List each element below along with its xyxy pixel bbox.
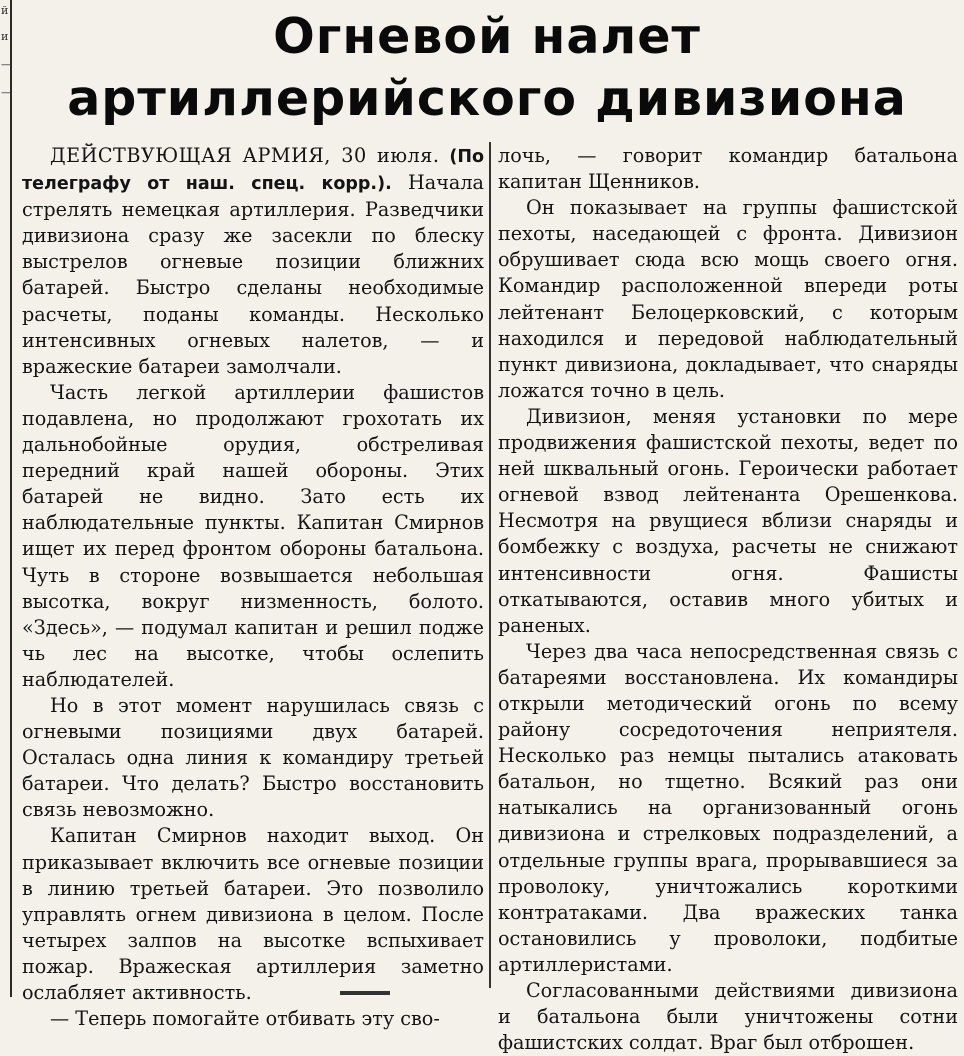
headline-line-2: артиллерийского дивизиона: [67, 70, 907, 127]
paragraph: Дивизион, меняя установки по мере продвижения фашистской пехоты, ведет по ней шквальный огонь. Героически работает огневой взвод лейтенанта Орешенкова. Несмотря на рвущиеся вблизи снаряды и бомбежку с воздуха, расчеты не снижают интенсивности огня. Фашисты откатываются, оставив много убитых и раненых.: [498, 404, 958, 637]
article-column-left: [22, 143, 484, 1031]
paragraph: лочь, — говорит командир батальона капитан Щенников.: [498, 144, 958, 194]
edge-fragment: и: [1, 30, 9, 43]
paragraph: Он показывает на группы фашистской пехоты, наседающей с фронта. Дивизион обрушивает сюда всю мощь своего огня. Командир расположенной впереди роты лейтенант Белоцерковский, с которым находился и передовой наблюдательный пункт дивизиона, докладывает, что снаряды ложатся точно в цель.: [498, 196, 958, 402]
dateline: ДЕЙСТВУЮЩАЯ АРМИЯ, 30 июля.: [50, 144, 440, 167]
column-divider: [489, 142, 491, 988]
edge-fragment: —: [1, 86, 12, 99]
paragraph: Капитан Смирнов находит выход. Он приказывает включить все огневые позиции в линию третьей батареи. Это позволило управлять огнем дивизиона в целом. После четырех залпов на высотке вспыхивает пожар. Вражеская артиллерия заметно ослабляет активность.: [22, 824, 484, 1004]
paragraph: — Теперь помогайте отбивать эту сво-: [50, 1007, 440, 1031]
article-column-right: [498, 143, 958, 1055]
left-page-edge: [0, 0, 12, 997]
correspondent-credit: (По телеграфу от наш. спец. корр.).: [22, 147, 484, 195]
paragraph-text: Начала стрелять немецкая артиллерия. Разведчики дивизиона сразу же засекли по блеску выстрелов огневые позиции ближних батарей. Быстро сделаны необходимые расчеты, поданы команды. Несколько интенсивных огневых налетов, — и вражеские батареи замолчали.: [22, 171, 484, 378]
bottom-rule-fragment: [340, 991, 390, 995]
lead-paragraph: [22, 143, 484, 380]
paragraph: Часть легкой артиллерии фашистов подавлена, но продолжают грохотать их дальнобойные орудия, обстреливая передний край нашей обороны. Этих батарей не видно. Зато есть их наблюдательные пункты. Капитан Смирнов ищет их перед фронтом обороны батальона. Чуть в стороне возвышается небольшая высотка, вокруг низменность, болото. «Здесь», — подумал капитан и решил подже чь лес на высотке, чтобы ослепить наблюдателей.: [22, 380, 484, 691]
edge-fragment: й: [1, 4, 9, 17]
headline-line-1: Огневой налет: [273, 8, 701, 65]
paragraph: Согласованными действиями дивизиона и батальона были уничтожены сотни фашистских солдат. Враг был отброшен.: [498, 979, 958, 1055]
article-headline: [10, 6, 964, 130]
edge-fragment: —: [1, 58, 12, 71]
paragraph: Через два часа непосредственная связь с батареями восстановлена. Их командиры открыли методический огонь по всему району сосредоточения неприятеля. Несколько раз немцы пытались атаковать батальон, но тщетно. Всякий раз они натыкались на организованный огонь дивизиона и стрелковых подразделений, а отдельные группы врага, прорывавшиеся за проволоку, уничтожались короткими контратаками. Два вражеских танка остановились у проволоки, подбитые артиллеристами.: [498, 639, 958, 976]
paragraph: Но в этот момент нарушилась связь с огневыми позициями двух батарей. Осталась одна линия к командиру третьей батареи. Что делать? Быстро восстановить связь невозможно.: [22, 693, 484, 822]
